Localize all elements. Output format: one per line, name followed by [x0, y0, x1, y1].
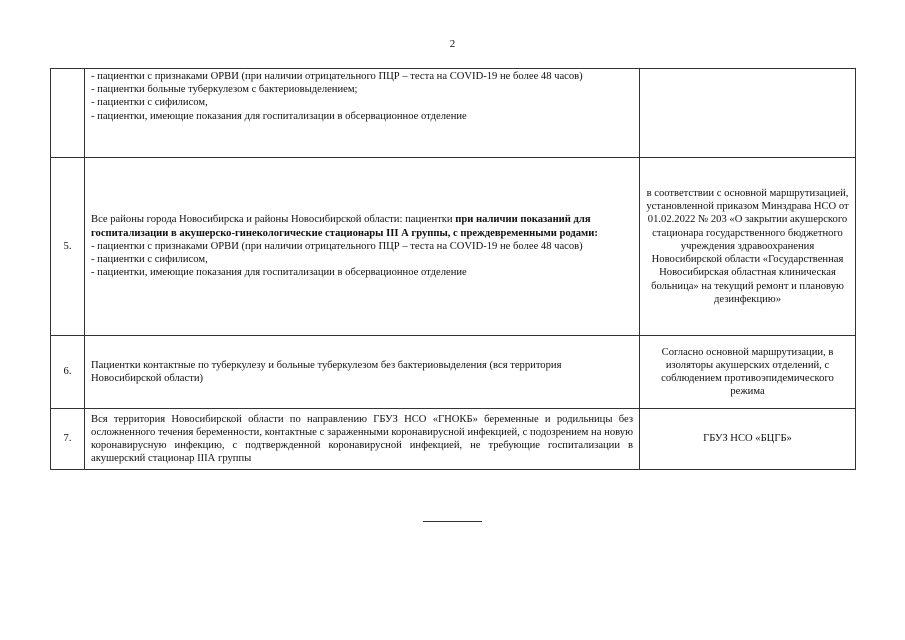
list-item: - пациентки с сифилисом, [91, 97, 208, 109]
row-note: Согласно основной маршрутизации, в изоляторы акушерских отделений, с соблюдением противоэпидемического режима [640, 336, 856, 409]
routing-table [50, 68, 856, 470]
page-number: 2 [449, 38, 456, 50]
row-number [51, 69, 85, 158]
table-row [51, 409, 856, 470]
list-item: - пациентки с признаками ОРВИ (при наличии отрицательного ПЦР – теста на COVID-19 не более 48 часов) [91, 71, 583, 82]
list-item: - пациентки с сифилисом, [91, 254, 208, 266]
end-rule [423, 521, 482, 522]
row-intro: Все районы города Новосибирска и районы Новосибирской области: пациентки [91, 214, 456, 226]
list-item: - пациентки, имеющие показания для госпитализации в обсервационное отделение [91, 267, 467, 279]
list-item: - пациентки с признаками ОРВИ (при наличии отрицательного ПЦР – теста на COVID-19 не более 48 часов) [91, 240, 583, 252]
row-number: 7. [51, 409, 85, 470]
row-description: Пациентки контактные по туберкулезу и больные туберкулезом без бактериовыделения (вся территория Новосибирской области) [85, 336, 640, 409]
table-row [51, 158, 856, 336]
row-number: 5. [51, 158, 85, 336]
row-note: в соответствии с основной маршрутизацией, установленной приказом Минздрава НСО от 01.02.2022 № 203 «О закрытии акушерского стационара государственного бюджетного учреждения здравоохранения Новосибирской области «Государственная Новосибирская областная клиническая больница» на текущий ремонт и плановую дезинфекцию» [640, 158, 856, 336]
row-description [85, 158, 640, 336]
row-note [640, 69, 856, 158]
table-row [51, 69, 856, 158]
row-intro-bold: при наличии показаний для госпитализации в акушерско-гинекологические стационары III А группы, с преждевременными родами: [91, 214, 598, 239]
list-item: - пациентки больные туберкулезом с бактериовыделением; [91, 84, 358, 96]
row-number: 6. [51, 336, 85, 409]
table-row [51, 336, 856, 409]
row-description: Вся территория Новосибирской области по направлению ГБУЗ НСО «ГНОКБ» беременные и родильницы без осложненного течения беременности, контактные с зараженными коронавирусной инфекцией, с подозрением на новую коронавирусную инфекцию, с подтвержденной коронавирусной инфекцией, не требующие госпитализации в акушерский стационар IIIА группы [85, 409, 640, 470]
row-description [85, 69, 640, 158]
list-item: - пациентки, имеющие показания для госпитализации в обсервационное отделение [91, 110, 467, 122]
row-note: ГБУЗ НСО «БЦГБ» [640, 409, 856, 470]
